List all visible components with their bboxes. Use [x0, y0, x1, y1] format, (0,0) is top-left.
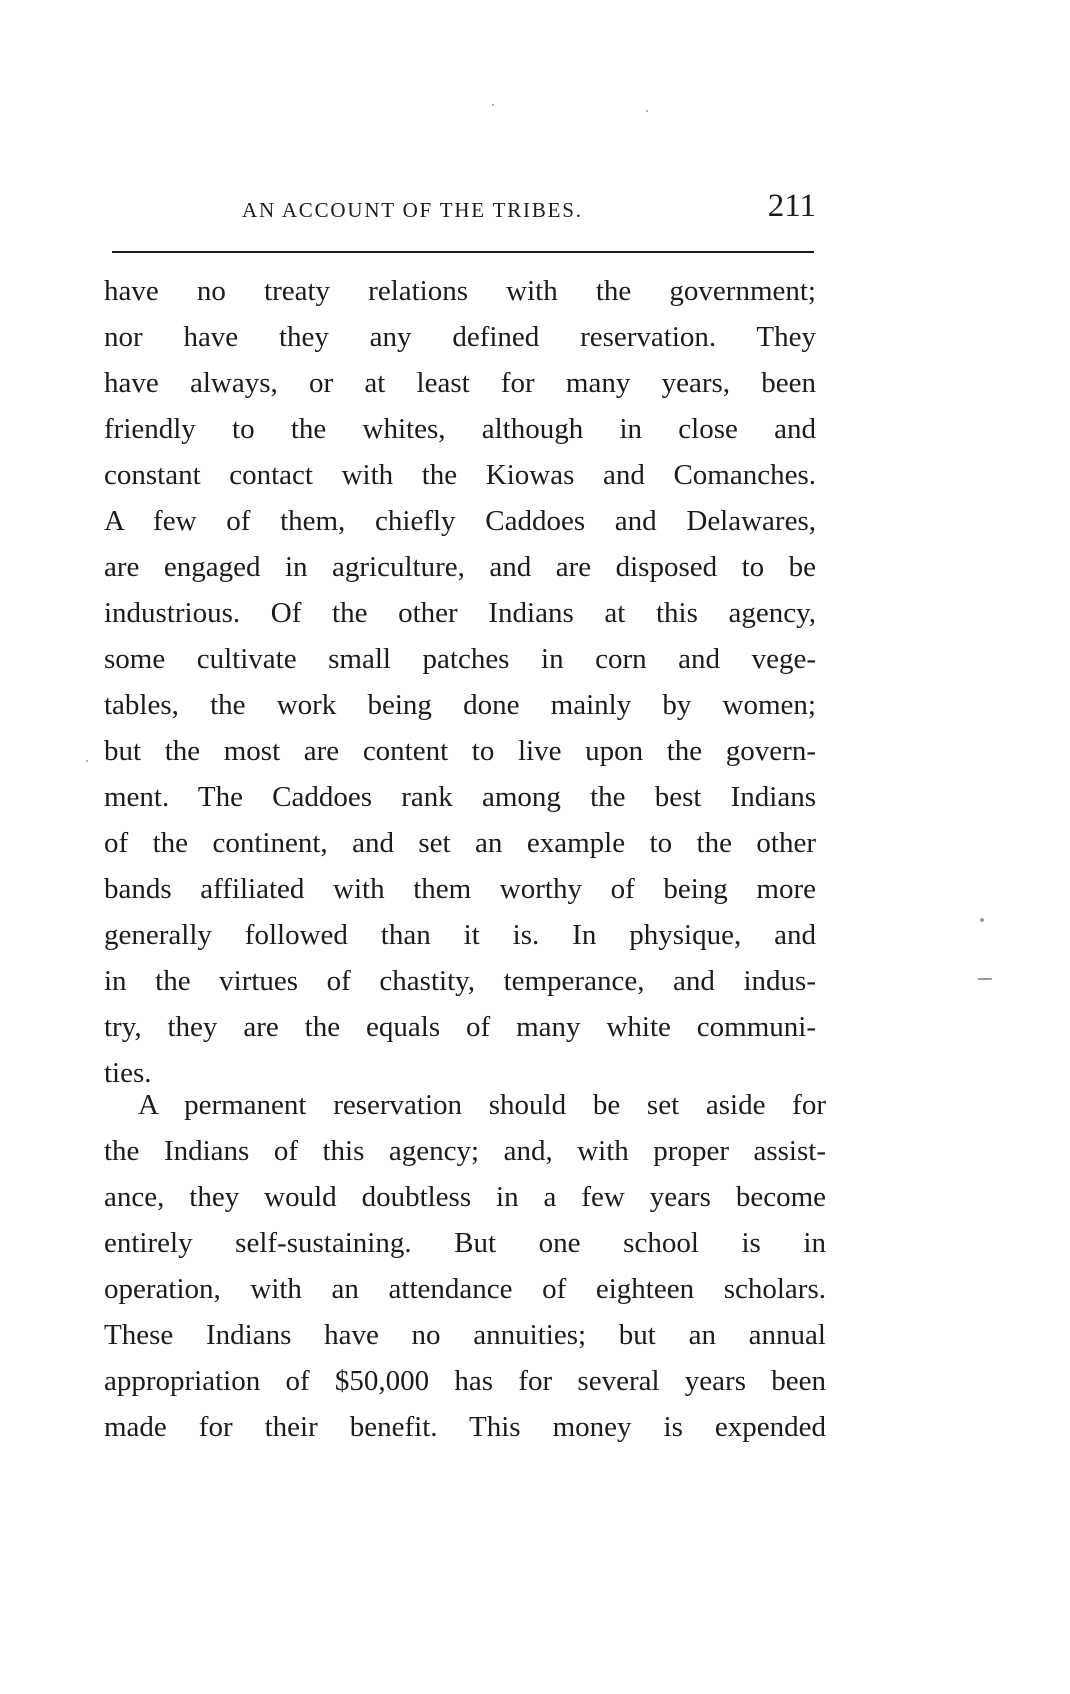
text-line: A permanent reservation should be set aside for: [138, 1089, 826, 1121]
text-line: operation, with an attendance of eighteen scholars.: [104, 1273, 826, 1305]
running-head: [112, 190, 822, 230]
text-line: ment. The Caddoes rank among the best Indians: [104, 781, 816, 813]
text-line: made for their benefit. This money is expended: [104, 1411, 826, 1443]
text-line: some cultivate small patches in corn and vege-: [104, 643, 816, 675]
paper-speck: [86, 760, 88, 762]
text-line: entirely self-sustaining. But one school is in: [104, 1227, 826, 1259]
text-line: in the virtues of chastity, temperance, and indus-: [104, 965, 816, 997]
text-line: friendly to the whites, although in close and: [104, 413, 816, 445]
page-number: 211: [767, 188, 816, 224]
paper-speck: [980, 918, 984, 922]
paragraph-1: [104, 268, 816, 1096]
header-rule: [112, 251, 814, 253]
text-line: ance, they would doubtless in a few years become: [104, 1181, 826, 1213]
text-line: appropriation of $50,000 has for several years been: [104, 1365, 826, 1397]
text-line: industrious. Of the other Indians at this agency,: [104, 597, 816, 629]
text-line: tables, the work being done mainly by women;: [104, 689, 816, 721]
text-line: ties.: [104, 1057, 152, 1089]
text-line: are engaged in agriculture, and are disposed to be: [104, 551, 816, 583]
text-line: nor have they any defined reservation. They: [104, 321, 816, 353]
text-line: These Indians have no annuities; but an annual: [104, 1319, 826, 1351]
paper-speck: [646, 110, 648, 112]
paper-speck: [978, 978, 992, 980]
text-line: try, they are the equals of many white communi-: [104, 1011, 816, 1043]
text-line: the Indians of this agency; and, with proper assist-: [104, 1135, 826, 1167]
text-line: constant contact with the Kiowas and Comanches.: [104, 459, 816, 491]
text-line: generally followed than it is. In physique, and: [104, 919, 816, 951]
paper-speck: [492, 104, 494, 106]
text-line: A few of them, chiefly Caddoes and Delawares,: [104, 505, 816, 537]
text-line: bands affiliated with them worthy of being more: [104, 873, 816, 905]
text-line: have no treaty relations with the government;: [104, 275, 816, 307]
text-line: but the most are content to live upon the govern-: [104, 735, 816, 767]
text-line: of the continent, and set an example to the other: [104, 827, 816, 859]
running-title: AN ACCOUNT OF THE TRIBES.: [242, 198, 583, 222]
paragraph-2: [104, 1082, 826, 1450]
text-line: have always, or at least for many years, been: [104, 367, 816, 399]
